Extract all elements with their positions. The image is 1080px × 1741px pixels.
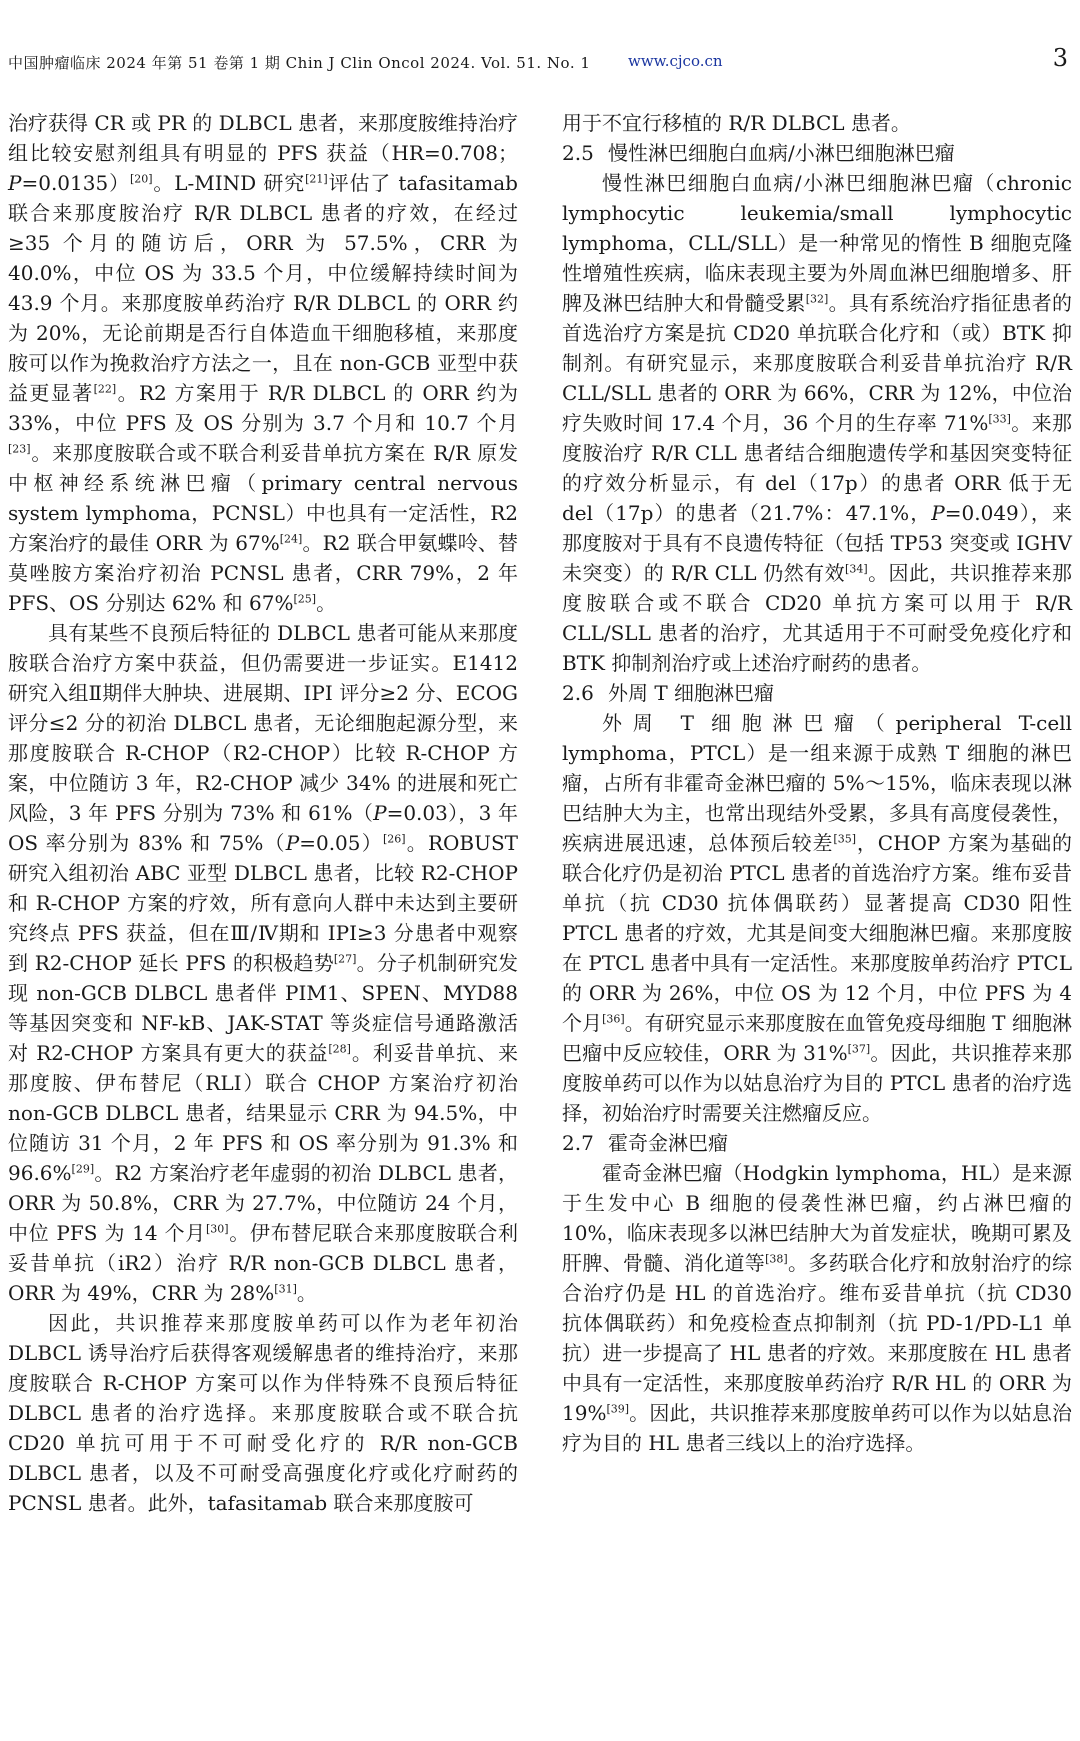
citation-ref: [28] (328, 1042, 351, 1056)
citation-ref: [39] (606, 1402, 630, 1416)
paragraph-dlbcl-recommendation: 因此，共识推荐来那度胺单药可以作为老年初治 DLBCL 诱导治疗后获得客观缓解患者的维持治疗，来那度胺联合 R-CHOP 方案可以作为伴特殊不良预后特征 DLBCL 患者的治疗选择。来那度胺联合或不联合抗 CD20 单抗可用于不可耐受化疗的 R/R non-GCB DLBCL 患者，以及不可耐受高强度化疗或化疗耐药的 PCNSL 患者。此外，tafasitamab 联合来那度胺可 (8, 1311, 518, 1515)
section-heading-ptcl: 2.6 外周 T 细胞淋巴瘤 (562, 681, 775, 705)
citation-ref: [31] (274, 1282, 297, 1296)
paragraph-dlbcl-relapsed: 治疗获得 CR 或 PR 的 DLBCL 患者，来那度胺维持治疗组比较安慰剂组具有明显的 PFS 获益（HR=0.708；P=0.0135）[20]。L-MIND 研究[21]评估了 tafasitamab 联合来那度胺治疗 R/R DLBCL 患者的疗效，在经过≥35 个月的随访后，ORR 为 57.5%，CRR 为 40.0%，中位 OS 为 33.5 个月，中位缓解持续时间为 43.9 个月。来那度胺单药治疗 R/R DLBCL 的 ORR 约为 20%，无论前期是否行自体造血干细胞移植，来那度胺可以作为挽救治疗方法之一，且在 non-GCB 亚型中获益更显著[22]。R2 方案用于 R/R DLBCL 的 ORR 约为 33%，中位 PFS 及 OS 分别为 3.7 个月和 10.7 个月[23]。来那度胺联合或不联合利妥昔单抗方案在 R/R 原发中枢神经系统淋巴瘤（primary central nervous system lymphoma，PCNSL）中也具有一定活性，R2 方案治疗的最佳 ORR 为 67%[24]。R2 联合甲氨蝶呤、替莫唑胺方案治疗初治 PCNSL 患者，CRR 79%，2 年 PFS、OS 分别达 62% 和 67%[25]。 (8, 111, 519, 615)
journal-citation: 中国肿瘤临床 2024 年第 51 卷第 1 期 Chin J Clin Oncol 2024. Vol. 51. No. 1 (8, 54, 591, 72)
citation-ref: [32] (805, 292, 829, 306)
right-column (562, 108, 1072, 1458)
section-heading-cll-sll: 2.5 慢性淋巴细胞白血病/小淋巴细胞淋巴瘤 (562, 141, 955, 165)
citation-ref: [38] (765, 1252, 788, 1266)
citation-ref: [21] (305, 172, 328, 186)
page-number: 3 (1052, 44, 1068, 72)
citation-ref: [37] (847, 1042, 871, 1056)
paragraph-cll-sll: 慢性淋巴细胞白血病/小淋巴细胞淋巴瘤（chronic lymphocytic leukemia/small lymphocytic lymphoma，CLL/SLL）是一种常见的惰性 B 细胞克隆性增殖性疾病，临床表现主要为外周血淋巴细胞增多、肝脾及淋巴结肿大和骨髓受累[32]。具有系统治疗指征患者的首选治疗方案是抗 CD20 单抗联合化疗和（或）BTK 抑制剂。有研究显示，来那度胺联合利妥昔单抗治疗 R/R CLL/SLL 患者的 ORR 为 66%，CRR 为 12%，中位治疗失败时间 17.4 个月，36 个月的生存率 71%[33]。来那度胺治疗 R/R CLL 患者结合细胞遗传学和基因突变特征的疗效分析显示，有 del（17p）的患者 ORR 低于无 del（17p）的患者（21.7%：47.1%，P=0.049），来那度胺对于具有不良遗传特征（包括 TP53 突变或 IGHV 未突变）的 R/R CLL 仍然有效[34]。因此，共识推荐来那度胺联合或不联合 CD20 单抗方案可以用于 R/R CLL/SLL 患者的治疗，尤其适用于不可耐受免疫化疗和 BTK 抑制剂治疗或上述治疗耐药的患者。 (562, 171, 1073, 675)
paragraph-ptcl: 外周 T 细胞淋巴瘤（peripheral T-cell lymphoma，PTCL）是一组来源于成熟 T 细胞的淋巴瘤，占所有非霍奇金淋巴瘤的 5%～15%，临床表现以淋巴结肿大为主，也常出现结外受累，多具有高度侵袭性，疾病进展迅速，总体预后较差[35]，CHOP 方案为基础的联合化疗仍是初治 PTCL 患者的首选治疗方案。维布妥昔单抗（抗 CD30 抗体偶联药）显著提高 CD30 阳性 PTCL 患者的疗效，尤其是间变大细胞淋巴瘤。来那度胺在 PTCL 患者中具有一定活性。来那度胺单药治疗 PTCL 的 ORR 为 26%，中位 OS 为 12 个月，中位 PFS 为 4 个月[36]。有研究显示来那度胺在血管免疫母细胞 T 细胞淋巴瘤中反应较佳，ORR 为 31%[37]。因此，共识推荐来那度胺单药可以作为以姑息治疗为目的 PTCL 患者的治疗选择，初始治疗时需要关注燃瘤反应。 (562, 711, 1073, 1125)
paragraph-continuation: 用于不宜行移植的 R/R DLBCL 患者。 (562, 111, 911, 135)
journal-url[interactable]: www.cjco.cn (628, 52, 723, 70)
citation-ref: [34] (845, 562, 868, 576)
running-header (8, 44, 1068, 74)
citation-ref: [25] (293, 592, 317, 606)
section-heading-hl: 2.7 霍奇金淋巴瘤 (562, 1131, 728, 1155)
citation-ref: [24] (279, 532, 303, 546)
citation-ref: [30] (205, 1222, 229, 1236)
citation-ref: [22] (93, 382, 117, 396)
citation-ref: [26] (382, 832, 406, 846)
paragraph-hl: 霍奇金淋巴瘤（Hodgkin lymphoma，HL）是来源于生发中心 B 细胞的侵袭性淋巴瘤，约占淋巴瘤的 10%，临床表现多以淋巴结肿大为首发症状，晚期可累及肝脾、骨髓、消化道等[38]。多药联合化疗和放射治疗的综合治疗仍是 HL 的首选治疗。维布妥昔单抗（抗 CD30 抗体偶联药）和免疫检查点抑制剂（抗 PD-1/PD-L1 单抗）进一步提高了 HL 患者的疗效。来那度胺在 HL 患者中具有一定活性，来那度胺单药治疗 R/R HL 的 ORR 为 19%[39]。因此，共识推荐来那度胺单药可以作为以姑息治疗为目的 HL 患者三线以上的治疗选择。 (562, 1161, 1073, 1455)
citation-ref: [36] (602, 1012, 625, 1026)
citation-ref: [35] (833, 832, 857, 846)
left-column (8, 108, 518, 1518)
citation-ref: [27] (333, 952, 357, 966)
citation-ref: [29] (71, 1162, 95, 1176)
paragraph-dlbcl-prognosis: 具有某些不良预后特征的 DLBCL 患者可能从来那度胺联合治疗方案中获益，但仍需要进一步证实。E1412 研究入组Ⅱ期伴大肿块、进展期、IPI 评分≥2 分、ECOG 评分≤2 分的初治 DLBCL 患者，无论细胞起源分型，来那度胺联合 R-CHOP（R2-CHOP）比较 R-CHOP 方案，中位随访 3 年，R2-CHOP 减少 34% 的进展和死亡风险，3 年 PFS 分别为 73% 和 61%（P=0.03），3 年 OS 率分别为 83% 和 75%（P=0.05）[26]。ROBUST 研究入组初治 ABC 亚型 DLBCL 患者，比较 R2-CHOP 和 R-CHOP 方案的疗效，所有意向人群中未达到主要研究终点 PFS 获益，但在Ⅲ/Ⅳ期和 IPI≥3 分患者中观察到 R2-CHOP 延长 PFS 的积极趋势[27]。分子机制研究发现 non-GCB DLBCL 患者伴 PIM1、SPEN、MYD88 等基因突变和 NF-kB、JAK-STAT 等炎症信号通路激活对 R2-CHOP 方案具有更大的获益[28]。利妥昔单抗、来那度胺、伊布替尼（RLI）联合 CHOP 方案治疗初治 non-GCB DLBCL 患者，结果显示 CRR 为 94.5%，中位随访 31 个月，2 年 PFS 和 OS 率分别为 91.3% 和 96.6%[29]。R2 方案治疗老年虚弱的初治 DLBCL 患者，ORR 为 50.8%，CRR 为 27.7%，中位随访 24 个月，中位 PFS 为 14 个月[30]。伊布替尼联合来那度胺联合利妥昔单抗（iR2）治疗 R/R non-GCB DLBCL 患者，ORR 为 49%，CRR 为 28%[31]。 (8, 621, 519, 1305)
citation-ref: [20] (129, 172, 153, 186)
citation-ref: [33] (988, 412, 1011, 426)
citation-ref: [23] (8, 442, 31, 456)
